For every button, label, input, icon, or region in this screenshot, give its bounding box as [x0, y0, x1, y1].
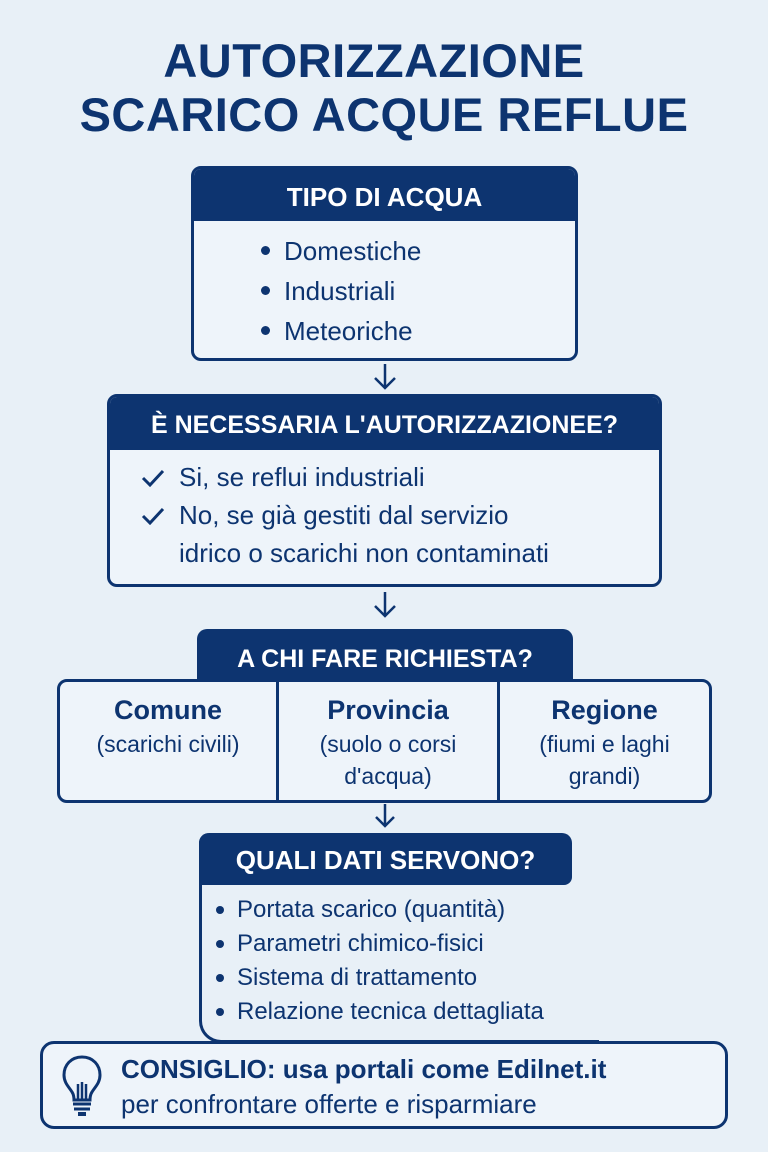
- bullet-icon: [216, 1008, 224, 1016]
- list-item: [284, 311, 575, 351]
- check-icon: [141, 469, 165, 487]
- list-item: [110, 458, 659, 496]
- dati-header: QUALI DATI SERVONO?: [199, 833, 572, 885]
- column-title: Regione: [551, 695, 658, 725]
- consiglio-box: [40, 1041, 728, 1129]
- list-item-text: Si, se reflui industriali: [179, 462, 425, 492]
- richiesta-column-regione: [500, 682, 709, 800]
- tipo-acqua-list: [194, 221, 575, 351]
- bullet-icon: [261, 286, 270, 295]
- richiesta-header: A CHI FARE RICHIESTA?: [237, 645, 533, 673]
- autorizzazione-header: È NECESSARIA L'AUTORIZZAZIONEE?: [110, 397, 659, 450]
- consiglio-line-1: CONSIGLIO: usa portali come Edilnet.it: [121, 1054, 607, 1084]
- lightbulb-icon: [61, 1054, 103, 1118]
- bullet-icon: [216, 906, 224, 914]
- dati-list: [237, 893, 544, 1029]
- richiesta-column-provincia: [279, 682, 500, 800]
- column-desc: (suolo o corsi d'acqua): [319, 731, 457, 789]
- list-item: [237, 961, 544, 995]
- list-item-text: Parametri chimico-fisici: [237, 930, 484, 957]
- list-item: [284, 271, 575, 311]
- autorizzazione-box: [107, 394, 662, 587]
- bullet-icon: [216, 940, 224, 948]
- arrow-down-icon: [370, 590, 400, 620]
- arrow-down-icon: [370, 802, 400, 832]
- list-item: [237, 927, 544, 961]
- arrow-down-icon: [370, 362, 400, 392]
- list-item-text: Meteoriche: [284, 316, 413, 346]
- bullet-icon: [261, 246, 270, 255]
- autorizzazione-list: [110, 450, 659, 572]
- check-icon: [141, 507, 165, 525]
- list-item: [237, 893, 544, 927]
- column-title: Provincia: [327, 695, 449, 725]
- bullet-icon: [261, 326, 270, 335]
- consiglio-text: [121, 1052, 606, 1122]
- column-desc: (scarichi civili): [96, 731, 240, 757]
- page-title: [0, 34, 768, 142]
- bullet-icon: [216, 974, 224, 982]
- column-title: Comune: [114, 695, 222, 725]
- list-item: [110, 496, 659, 572]
- tipo-acqua-box: [191, 166, 578, 361]
- column-desc: (fiumi e laghi grandi): [539, 731, 670, 789]
- list-item-text-continued: idrico o scarichi non contaminati: [179, 538, 549, 568]
- richiesta-column-comune: [60, 682, 279, 800]
- richiesta-box: [57, 679, 712, 803]
- list-item-text: Relazione tecnica dettagliata: [237, 998, 544, 1025]
- list-item-text: Domestiche: [284, 236, 422, 266]
- list-item: [284, 231, 575, 271]
- tipo-acqua-header: TIPO DI ACQUA: [194, 169, 575, 221]
- title-line-2: SCARICO ACQUE REFLUE: [79, 88, 689, 141]
- list-item: [237, 995, 544, 1029]
- list-item-text: No, se già gestiti dal servizio: [179, 500, 509, 530]
- title-line-1: AUTORIZZAZIONE: [163, 34, 585, 87]
- list-item-text: Portata scarico (quantità): [237, 896, 506, 923]
- consiglio-line-2: per confrontare offerte e risparmiare: [121, 1089, 537, 1119]
- list-item-text: Industriali: [284, 276, 396, 306]
- richiesta-header-tab: [197, 629, 573, 683]
- list-item-text: Sistema di trattamento: [237, 964, 478, 991]
